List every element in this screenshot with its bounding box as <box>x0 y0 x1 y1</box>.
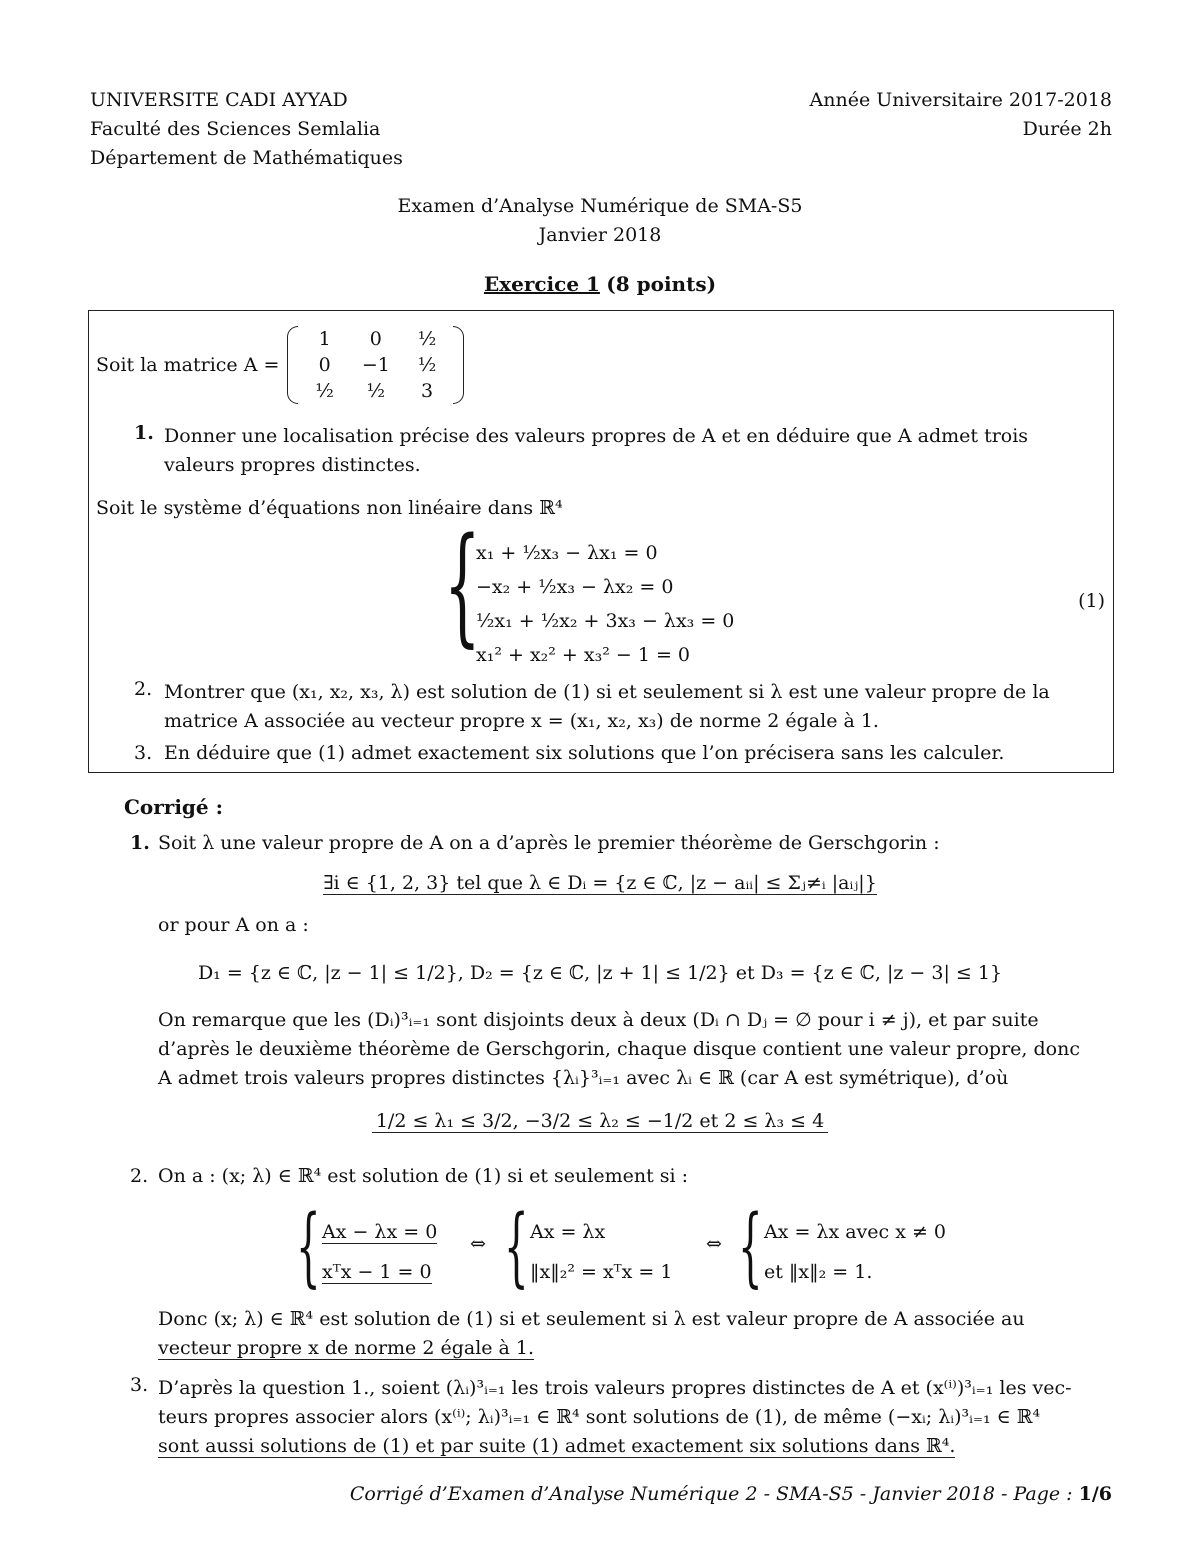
matrix-cell: ½ <box>417 328 437 350</box>
equiv-system-1 <box>322 1212 437 1292</box>
matrix-cell: 0 <box>318 354 331 376</box>
answer-3-line: D’après la question 1., soient (λᵢ)³ᵢ₌₁ les trois valeurs propres distinctes de A et (x⁽ⁱ⁾)³ᵢ₌₁ les vec- <box>158 1377 1072 1399</box>
question-number-3: 3. <box>134 742 153 764</box>
answer-2-intro: On a : (x; λ) ∈ ℝ⁴ est solution de (1) si et seulement si : <box>158 1165 689 1187</box>
equiv-line: ‖x‖₂² = xᵀx = 1 <box>530 1261 673 1283</box>
matrix-cell: −1 <box>361 354 390 376</box>
academic-year: Année Universitaire 2017-2018 <box>809 89 1112 111</box>
answer-number-3: 3. <box>130 1374 149 1396</box>
system-equation: −x₂ + ½x₃ − λx₂ = 0 <box>476 576 674 598</box>
eigenvalue-bounds-text: 1/2 ≤ λ₁ ≤ 3/2, −3/2 ≤ λ₂ ≤ −1/2 et 2 ≤ λ₃ ≤ 4 <box>372 1110 828 1133</box>
header-right <box>810 86 1112 144</box>
matrix-cell: ½ <box>417 354 437 376</box>
matrix-cell: ½ <box>315 380 334 402</box>
header-left <box>90 86 403 173</box>
answer-1-intro: Soit λ une valeur propre de A on a d’après le premier théorème de Gerschgorin : <box>158 832 940 854</box>
answer-1-line: d’après le deuxième théorème de Gerschgorin, chaque disque contient une valeur propre, donc <box>158 1038 1080 1060</box>
matrix-definition <box>96 318 464 412</box>
equiv-line: Ax − λx = 0 <box>322 1221 438 1243</box>
faculty-name: Faculté des Sciences Semlalia <box>90 118 381 140</box>
answer-1-line: On remarque que les (Dᵢ)³ᵢ₌₁ sont disjoints deux à deux (Dᵢ ∩ Dⱼ = ∅ pour i ≠ j), et par suite <box>158 1009 1039 1031</box>
question-2: Montrer que (x₁, x₂, x₃, λ) est solution de (1) si et seulement si λ est une valeur propre de la matrice A associée au vecteur propre x = (x₁, x₂, x₃) de norme 2 égale à 1. <box>164 681 1050 732</box>
system-intro: Soit le système d’équations non linéaire dans ℝ⁴ <box>96 497 563 519</box>
equiv-line: xᵀx − 1 = 0 <box>322 1261 432 1283</box>
equiv-brace-3: { <box>738 1197 763 1297</box>
gerschgorin-formula-text: ∃i ∈ {1, 2, 3} tel que λ ∈ Dᵢ = {z ∈ ℂ, |z − aᵢᵢ| ≤ Σⱼ≠ᵢ |aᵢⱼ|} <box>323 872 877 894</box>
answer-number-2: 2. <box>130 1165 149 1187</box>
gerschgorin-disks: D₁ = {z ∈ ℂ, |z − 1| ≤ 1/2}, D₂ = {z ∈ ℂ, |z + 1| ≤ 1/2} et D₃ = {z ∈ ℂ, |z − 3| ≤ 1} <box>197 962 1003 984</box>
equiv-arrow-1: ⇔ <box>470 1233 486 1255</box>
matrix-intro: Soit la matrice A = <box>96 354 280 376</box>
gerschgorin-formula <box>0 872 1200 894</box>
correction-heading: Corrigé : <box>124 795 223 819</box>
equiv-line: Ax = λx <box>530 1221 606 1243</box>
page-footer <box>350 1483 1112 1505</box>
department-name: Département de Mathématiques <box>90 147 403 169</box>
equiv-arrow-2: ⇔ <box>706 1233 722 1255</box>
equiv-system-3 <box>764 1212 946 1292</box>
university-name: UNIVERSITE CADI AYYAD <box>90 89 348 111</box>
equiv-line: et ‖x‖₂ = 1. <box>764 1261 873 1283</box>
question-1: Donner une localisation précise des valeurs propres de A et en déduire que A admet trois valeurs propres distinctes. <box>164 425 1029 476</box>
matrix-cell: ½ <box>366 380 386 402</box>
answer-2-line: Donc (x; λ) ∈ ℝ⁴ est solution de (1) si et seulement si λ est valeur propre de A associée au <box>158 1308 1025 1330</box>
nonlinear-system <box>476 536 734 672</box>
matrix-cell: 0 <box>369 328 382 350</box>
matrix-cell: 1 <box>318 328 331 350</box>
footer-text: Corrigé d’Examen d’Analyse Numérique 2 - SMA-S5 - Janvier 2018 - Page : <box>349 1483 1073 1505</box>
exam-date: Janvier 2018 <box>538 224 662 246</box>
question-3: En déduire que (1) admet exactement six solutions que l’on précisera sans les calculer. <box>164 742 1005 764</box>
answer-1-line: A admet trois valeurs propres distinctes {λᵢ}³ᵢ₌₁ avec λᵢ ∈ ℝ (car A est symétrique), d’où <box>158 1067 1009 1089</box>
equiv-brace-1: { <box>296 1197 321 1297</box>
matrix-cell: 3 <box>421 380 434 402</box>
system-brace: { <box>444 511 481 660</box>
exercise-label: Exercice 1 <box>483 272 600 296</box>
system-tag: (1) <box>1078 590 1105 612</box>
page-number: 1/6 <box>1078 1483 1112 1505</box>
answer-1-or: or pour A on a : <box>158 914 309 936</box>
answer-3-paragraph <box>158 1374 1113 1461</box>
eigenvalue-bounds <box>0 1110 1200 1132</box>
answer-3-line: sont aussi solutions de (1) et par suite (1) admet exactement six solutions dans ℝ⁴. <box>158 1435 956 1457</box>
exam-title-block <box>0 192 1200 250</box>
exam-duration: Durée 2h <box>1022 118 1112 140</box>
exam-title: Examen d’Analyse Numérique de SMA-S5 <box>397 195 803 217</box>
equiv-brace-2: { <box>504 1197 529 1297</box>
answer-1-paragraph <box>158 1006 1108 1093</box>
system-equation: ½x₁ + ½x₂ + 3x₃ − λx₃ = 0 <box>476 610 735 632</box>
system-equation: x₁² + x₂² + x₃² − 1 = 0 <box>476 644 691 666</box>
exercise-points: (8 points) <box>606 272 717 296</box>
question-number-2: 2. <box>134 678 153 700</box>
system-equation: x₁ + ½x₃ − λx₁ = 0 <box>476 542 658 564</box>
answer-3-line: teurs propres associer alors (x⁽ⁱ⁾; λᵢ)³ᵢ₌₁ ∈ ℝ⁴ sont solutions de (1), de même (−xᵢ; λᵢ)³ᵢ₌₁ ∈ ℝ⁴ <box>158 1406 1041 1428</box>
answer-2-conclusion <box>158 1305 1108 1363</box>
answer-number-1: 1. <box>130 832 150 854</box>
answer-2-line: vecteur propre x de norme 2 égale à 1. <box>158 1337 535 1359</box>
matrix-A <box>287 326 464 404</box>
question-number-1: 1. <box>134 422 154 444</box>
equiv-line: Ax = λx avec x ≠ 0 <box>764 1221 947 1243</box>
equiv-system-2 <box>530 1212 672 1292</box>
exercise-heading <box>0 272 1200 296</box>
